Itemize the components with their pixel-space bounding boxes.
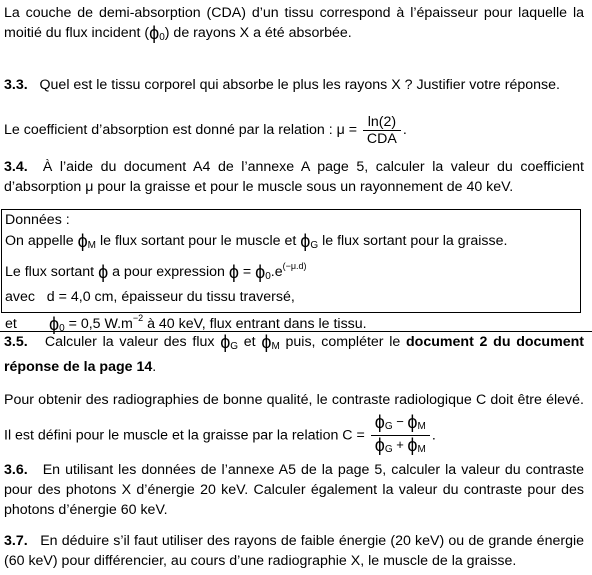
- donnees-box: [1, 209, 581, 334]
- donnees-line-1: On appelle $\phi_M$ le flux sortant pour le muscle et $\phi_G$ le flux sortant pour la graisse.: [5, 231, 508, 251]
- absorption-coefficient-relation: Le coefficient d’absorption est donné par la relation : μ = $\frac{\ln(2)}{\text{CDA}}$ .: [4, 113, 407, 147]
- donnees-title: Données :: [5, 212, 70, 228]
- donnees-line-2: Le flux sortant ϕ a pour expression $\phi = \phi_0.e^{(-\mu.d)}$: [5, 261, 307, 282]
- phi-symbol: ϕ: [149, 23, 160, 43]
- question-3-3: 3.3. Quel est le tissu corporel qui absorbe le plus les rayons X ? Justifier votre réponse.: [4, 77, 560, 93]
- question-3-4: 3.4. À l’aide du document A4 de l’annexe A page 5, calculer la valeur du coefficient d’absorption μ pour la graisse et pour le muscle sous un rayonnement de 40 keV.: [4, 159, 584, 195]
- ln2-over-cda-fraction: $\frac{\ln(2)}{\text{CDA}}$: [363, 114, 401, 147]
- contrast-definition: Pour obtenir des radiographies de bonne qualité, le contraste radiologique C doit être élevé. Il est défini pour le muscle et la graisse par la relation C = $\frac{\phi_G - \phi_M}{\phi_G + \phi_M}$ .: [4, 387, 584, 458]
- question-3-6: 3.6. En utilisant les données de l’annexe A5 de la page 5, calculer la valeur du contraste pour des photons X d’énergie 20 keV. Calculer également la valeur du contraste pour des photons d’énergie 60 keV.: [4, 462, 584, 518]
- cda-definition: La couche de demi-absorption (CDA) d’un tissu correspond à l’épaisseur pour laquelle la moitié du flux incident $(\phi_0)$ de rayons X a été absorbée.: [4, 5, 584, 43]
- contrast-fraction: $\frac{\phi_G - \phi_M}{\phi_G + \phi_M}$: [371, 413, 430, 458]
- donnees-line-4: et $\phi_0 = 0,5$ $W.m^{-2}$ à 40 keV, flux entrant dans le tissu.: [5, 313, 367, 334]
- question-3-5: 3.5. Calculer la valeur des flux $\phi_G$ et $\phi_M$ puis, compléter le document 2 du document réponse de la page 14.: [4, 332, 584, 375]
- donnees-line-3: avec d = 4,0 cm, épaisseur du tissu traversé,: [5, 289, 295, 305]
- question-3-7: 3.7. En déduire s’il faut utiliser des rayons de faible énergie (20 keV) ou de grande énergie (60 keV) pour différencier, au cours d’une radiographie X, le muscle de la graisse.: [4, 533, 585, 569]
